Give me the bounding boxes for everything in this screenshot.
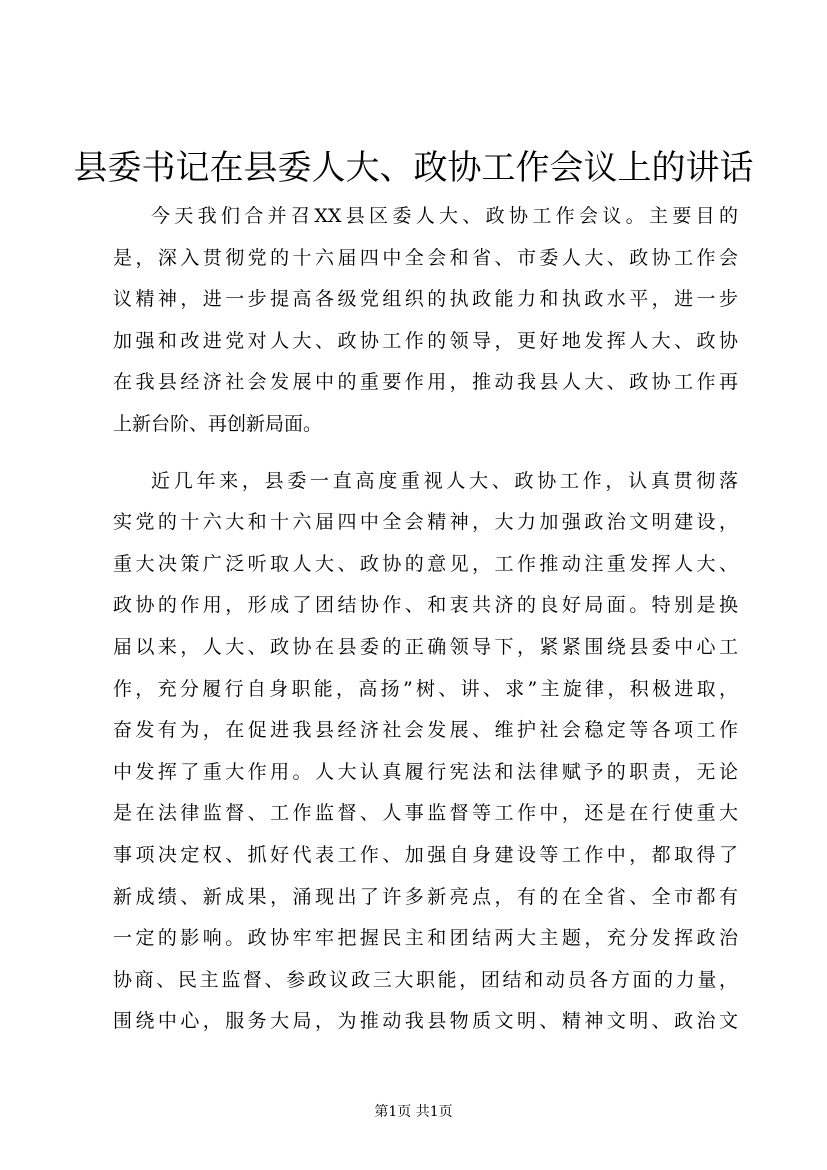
document-title: 县委书记在县委人大、政协工作会议上的讲话 xyxy=(73,148,754,188)
paragraph-line: 加强和改进党对人大、政协工作的领导，更好地发挥人大、政协 xyxy=(113,329,738,352)
paragraph-line: 届以来，人大、政协在县委的正确领导下，紧紧围绕县委中心工 xyxy=(113,635,738,658)
paragraph-line: 协商、民主监督、参政议政三大职能，团结和动员各方面的力量， xyxy=(113,968,738,991)
paragraph-line: 奋发有为，在促进我县经济社会发展、维护社会稳定等各项工作 xyxy=(113,719,738,742)
paragraph-line: 上新台阶、再创新局面。 xyxy=(113,412,323,435)
paragraph-line: 围绕中心，服务大局，为推动我县物质文明、精神文明、政治文 xyxy=(113,1010,738,1033)
page-footer: 第1页 共1页 xyxy=(374,1104,453,1120)
paragraph-line: 议精神，进一步提高各级党组织的执政能力和执政水平，进一步 xyxy=(113,288,738,311)
paragraph-line: 政协的作用，形成了团结协作、和衷共济的良好局面。特别是换 xyxy=(113,594,738,617)
paragraph-line: 实党的十六大和十六届四中全会精神，大力加强政治文明建设， xyxy=(113,511,738,534)
paragraph-line: 在我县经济社会发展中的重要作用，推动我县人大、政协工作再 xyxy=(113,371,738,394)
paragraph xyxy=(113,461,738,1043)
paragraph-line: 新成绩、新成果，涌现出了许多新亮点，有的在全省、全市都有 xyxy=(113,885,738,908)
paragraph-line: 作，充分履行自身职能，高扬”树、讲、求”主旋律，积极进取， xyxy=(113,677,738,700)
paragraph-line: 事项决定权、抓好代表工作、加强自身建设等工作中，都取得了 xyxy=(113,843,738,866)
paragraph-line: 是，深入贯彻党的十六届四中全会和省、市委人大、政协工作会 xyxy=(113,246,738,269)
paragraph-line: 重大决策广泛听取人大、政协的意见，工作推动注重发挥人大、 xyxy=(113,552,738,575)
paragraph-line: 一定的影响。政协牢牢把握民主和团结两大主题，充分发挥政治 xyxy=(113,927,738,950)
document-body xyxy=(113,196,738,1043)
paragraph xyxy=(113,196,738,446)
paragraph-line: 中发挥了重大作用。人大认真履行宪法和法律赋予的职责，无论 xyxy=(113,760,738,783)
paragraph-line: 今天我们合并召XX县区委人大、政协工作会议。主要目的 xyxy=(151,205,738,227)
paragraph-spacer xyxy=(113,446,738,461)
paragraph-line: 是在法律监督、工作监督、人事监督等工作中，还是在行使重大 xyxy=(113,802,738,825)
paragraph-line: 近几年来，县委一直高度重视人大、政协工作，认真贯彻落 xyxy=(151,469,738,492)
